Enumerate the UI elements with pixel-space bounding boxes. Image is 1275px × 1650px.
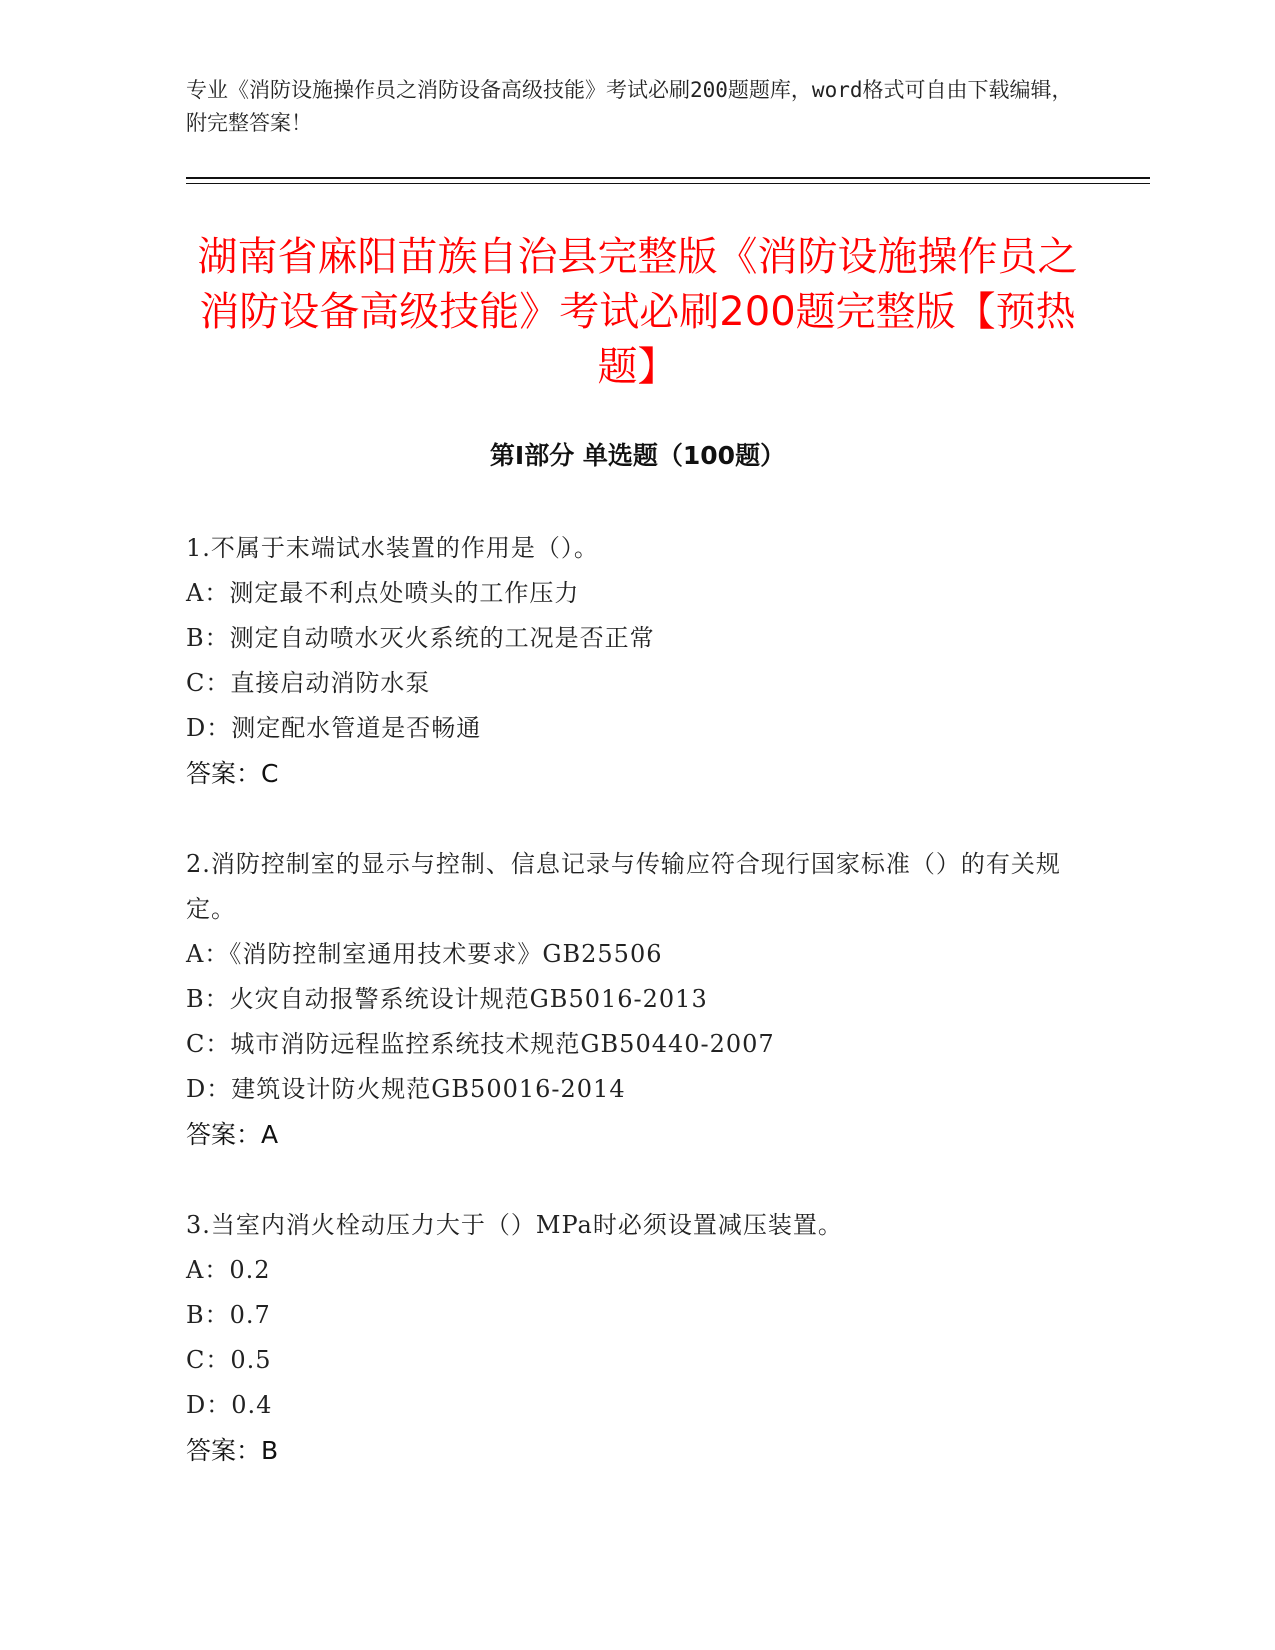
option-c: C：0.5	[186, 1346, 272, 1374]
question-1	[186, 526, 1066, 796]
option-b: B：0.7	[186, 1301, 271, 1329]
question-list	[186, 526, 1066, 1519]
option-c: C：城市消防远程监控系统技术规范GB50440-2007	[186, 1030, 775, 1058]
option-c: C：直接启动消防水泵	[186, 669, 431, 697]
question-2	[186, 842, 1066, 1157]
option-a: A：《消防控制室通用技术要求》GB25506	[186, 940, 663, 968]
option-b: B：火灾自动报警系统设计规范GB5016-2013	[186, 985, 708, 1013]
question-stem: 2.消防控制室的显示与控制、信息记录与传输应符合现行国家标准（）的有关规定。	[186, 850, 1061, 923]
question-3	[186, 1203, 1066, 1473]
answer: 答案：C	[186, 759, 279, 788]
question-stem: 1.不属于末端试水装置的作用是（）。	[186, 534, 599, 562]
header-note: 专业《消防设施操作员之消防设备高级技能》考试必刷200题题库，word格式可自由下载编辑，附完整答案！	[186, 78, 1073, 135]
option-d: D：0.4	[186, 1391, 273, 1419]
header-divider-thick	[186, 177, 1150, 179]
option-b: B：测定自动喷水灭火系统的工况是否正常	[186, 624, 655, 652]
option-a: A：测定最不利点处喷头的工作压力	[186, 579, 580, 607]
section-heading: 第Ⅰ部分 单选题（100题）	[489, 441, 786, 470]
document-title: 湖南省麻阳苗族自治县完整版《消防设施操作员之消防设备高级技能》考试必刷200题完整版【预热题】	[197, 234, 1078, 390]
answer: 答案：B	[186, 1436, 279, 1465]
option-a: A：0.2	[186, 1256, 271, 1284]
option-d: D：建筑设计防火规范GB50016-2014	[186, 1075, 626, 1103]
answer: 答案：A	[186, 1120, 279, 1149]
header-divider-thin	[186, 183, 1150, 184]
option-d: D：测定配水管道是否畅通	[186, 714, 482, 742]
question-stem: 3.当室内消火栓动压力大于（）MPa时必须设置减压装置。	[186, 1211, 843, 1239]
